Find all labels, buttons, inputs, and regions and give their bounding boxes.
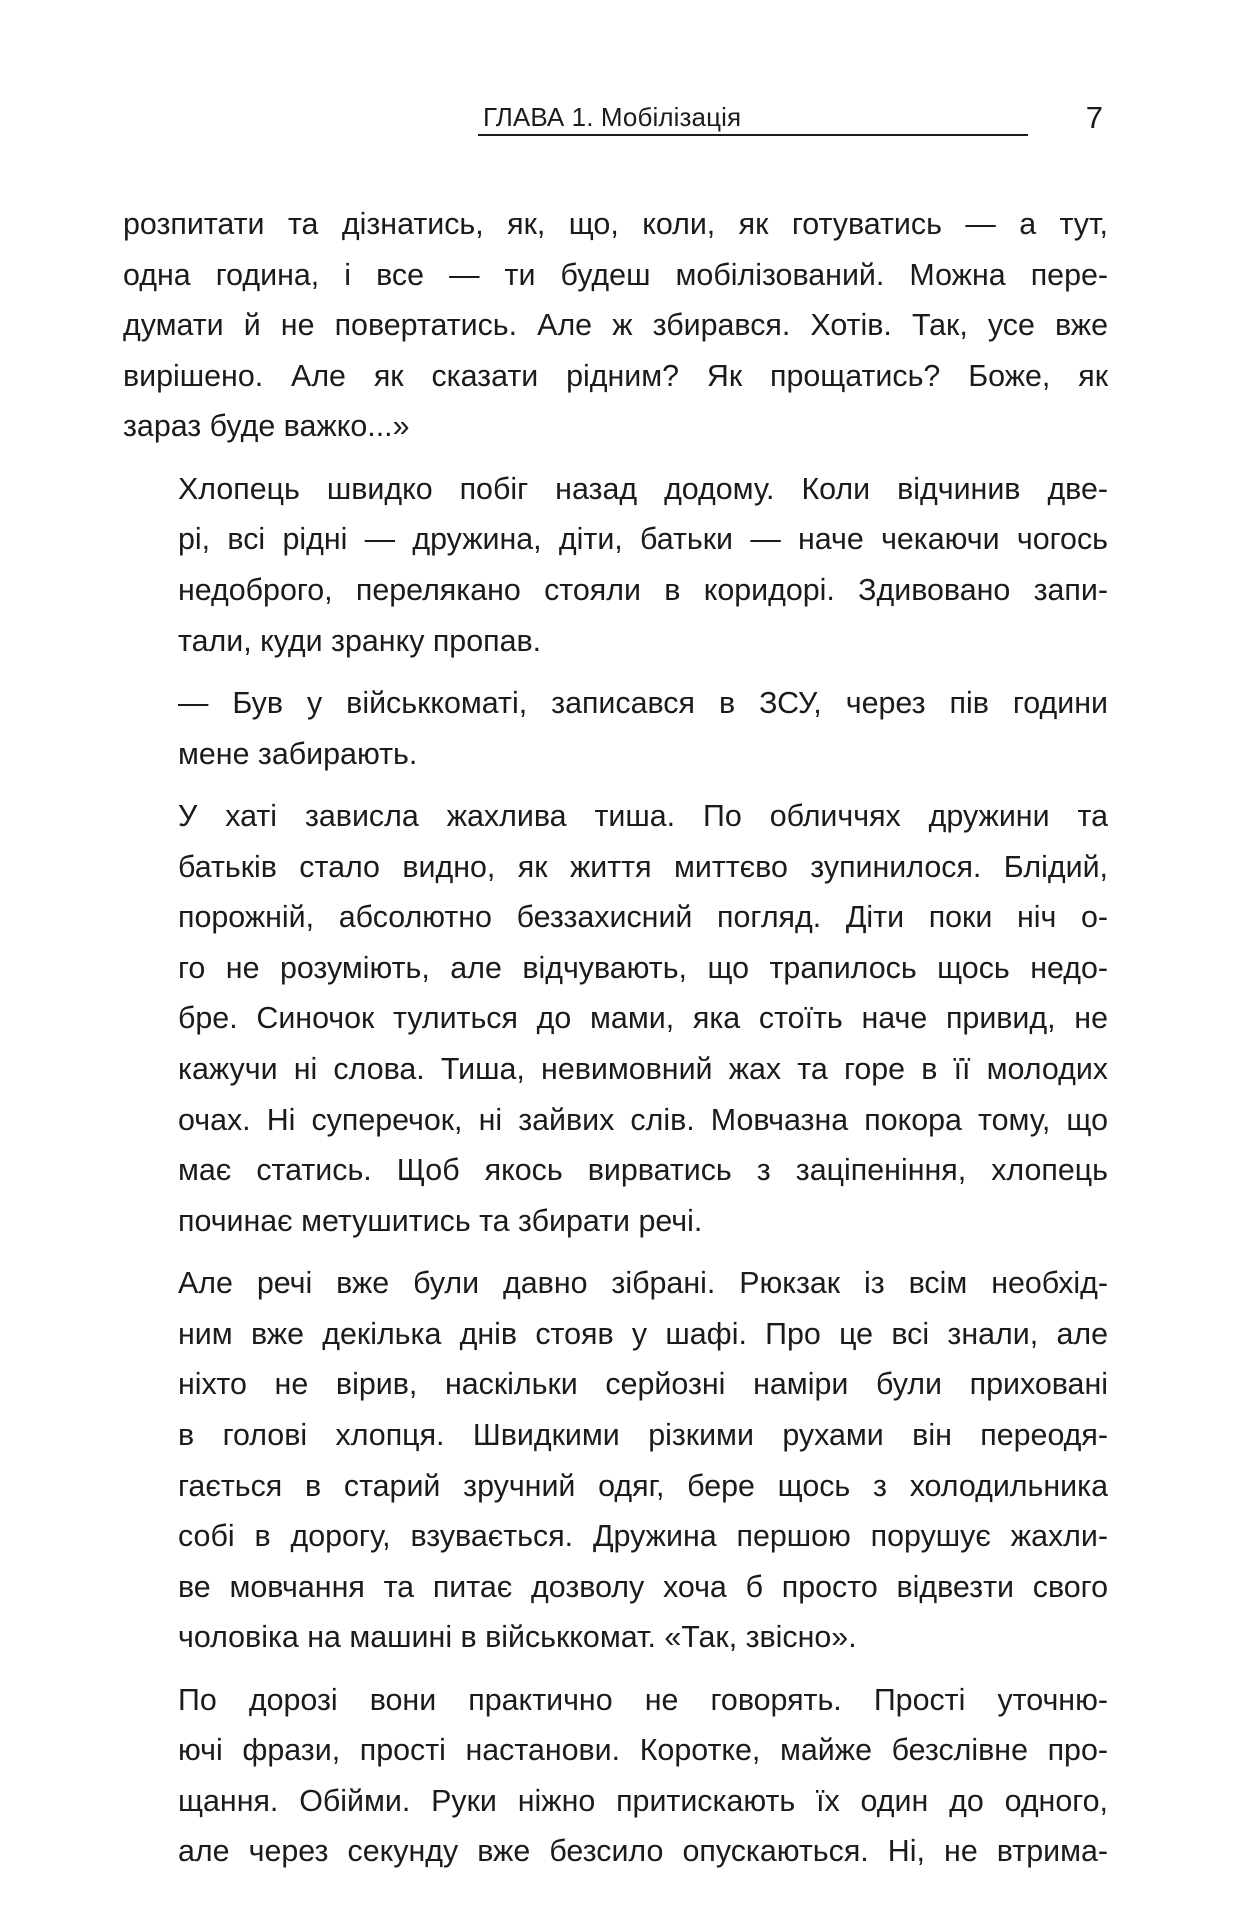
text-line: ніхто не вірив, наскільки серйозні наміри були приховані (178, 1367, 1108, 1402)
text-line: зараз буде важко...» (123, 409, 410, 444)
text-line: має статись. Щоб якось вирватись з заціпеніння, хлопець (178, 1153, 1108, 1188)
paragraph (123, 1675, 1108, 1877)
text-line: але через секунду вже безсило опускаються. Ні, не втрима- (178, 1834, 1108, 1869)
text-line: Хлопець швидко побіг назад додому. Коли відчинив две- (178, 471, 1108, 506)
text-line: недоброго, перелякано стояли в коридорі. Здивовано запи- (178, 572, 1108, 607)
text-line: вирішено. Але як сказати рідним? Як прощатись? Боже, як (123, 358, 1108, 393)
paragraph (123, 1258, 1108, 1663)
body-text (123, 199, 1108, 1877)
text-line: По дорозі вони практично не говорять. Прості уточню- (178, 1682, 1108, 1717)
text-line: починає метушитись та збирати речі. (178, 1203, 703, 1238)
text-line: У хаті зависла жахлива тиша. По обличчях дружини та (178, 799, 1108, 834)
text-line: ючі фрази, прості настанови. Коротке, майже безслівне про- (178, 1733, 1108, 1768)
page-number: 7 (1085, 100, 1103, 135)
text-line: тали, куди зранку пропав. (178, 623, 542, 658)
header-rule (478, 134, 1028, 136)
text-line: го не розуміють, але відчувають, що трапилось щось недо- (178, 950, 1108, 985)
running-head (123, 100, 1108, 140)
text-line: одна година, і все — ти будеш мобілізований. Можна пере- (123, 257, 1108, 292)
text-line: розпитати та дізнатись, як, що, коли, як готуватись — а тут, (123, 207, 1108, 241)
text-line: думати й не повертатись. Але ж збирався. Хотів. Так, усе вже (123, 308, 1108, 343)
chapter-title: ГЛАВА 1. Мобілізація (483, 102, 742, 132)
text-line: бре. Синочок тулиться до мами, яка стоїть наче привид, не (178, 1001, 1108, 1036)
paragraph (123, 678, 1108, 779)
text-line: Але речі вже були давно зібрані. Рюкзак із всім необхід- (178, 1266, 1108, 1301)
text-line: гається в старий зручний одяг, бере щось з холодильника (178, 1468, 1108, 1503)
text-line: собі в дорогу, взувається. Дружина першою порушує жахли- (178, 1519, 1108, 1554)
text-line: батьків стало видно, як життя миттєво зупинилося. Блідий, (178, 849, 1108, 884)
paragraph (123, 199, 1108, 452)
paragraph (123, 791, 1108, 1246)
paragraph (123, 464, 1108, 666)
text-line: кажучи ні слова. Тиша, невимовний жах та горе в її молодих (178, 1052, 1108, 1086)
text-line: очах. Ні суперечок, ні зайвих слів. Мовчазна покора тому, що (178, 1102, 1108, 1137)
text-line: мене забирають. (178, 736, 418, 771)
text-line: ним вже декілька днів стояв у шафі. Про це всі знали, але (178, 1316, 1108, 1351)
text-line: рі, всі рідні — дружина, діти, батьки — наче чекаючи чогось (178, 522, 1108, 557)
text-line: щання. Обійми. Руки ніжно притискають їх один до одного, (178, 1783, 1108, 1818)
text-line: порожній, абсолютно беззахисний погляд. Діти поки ніч о- (178, 900, 1108, 935)
text-line: — Був у військкоматі, записався в ЗСУ, через пів години (178, 686, 1108, 721)
text-line: чоловіка на машині в військкомат. «Так, звісно». (178, 1620, 857, 1655)
text-line: ве мовчання та питає дозволу хоча б просто відвезти свого (178, 1569, 1108, 1604)
text-line: в голові хлопця. Швидкими різкими рухами він переодя- (178, 1417, 1108, 1452)
